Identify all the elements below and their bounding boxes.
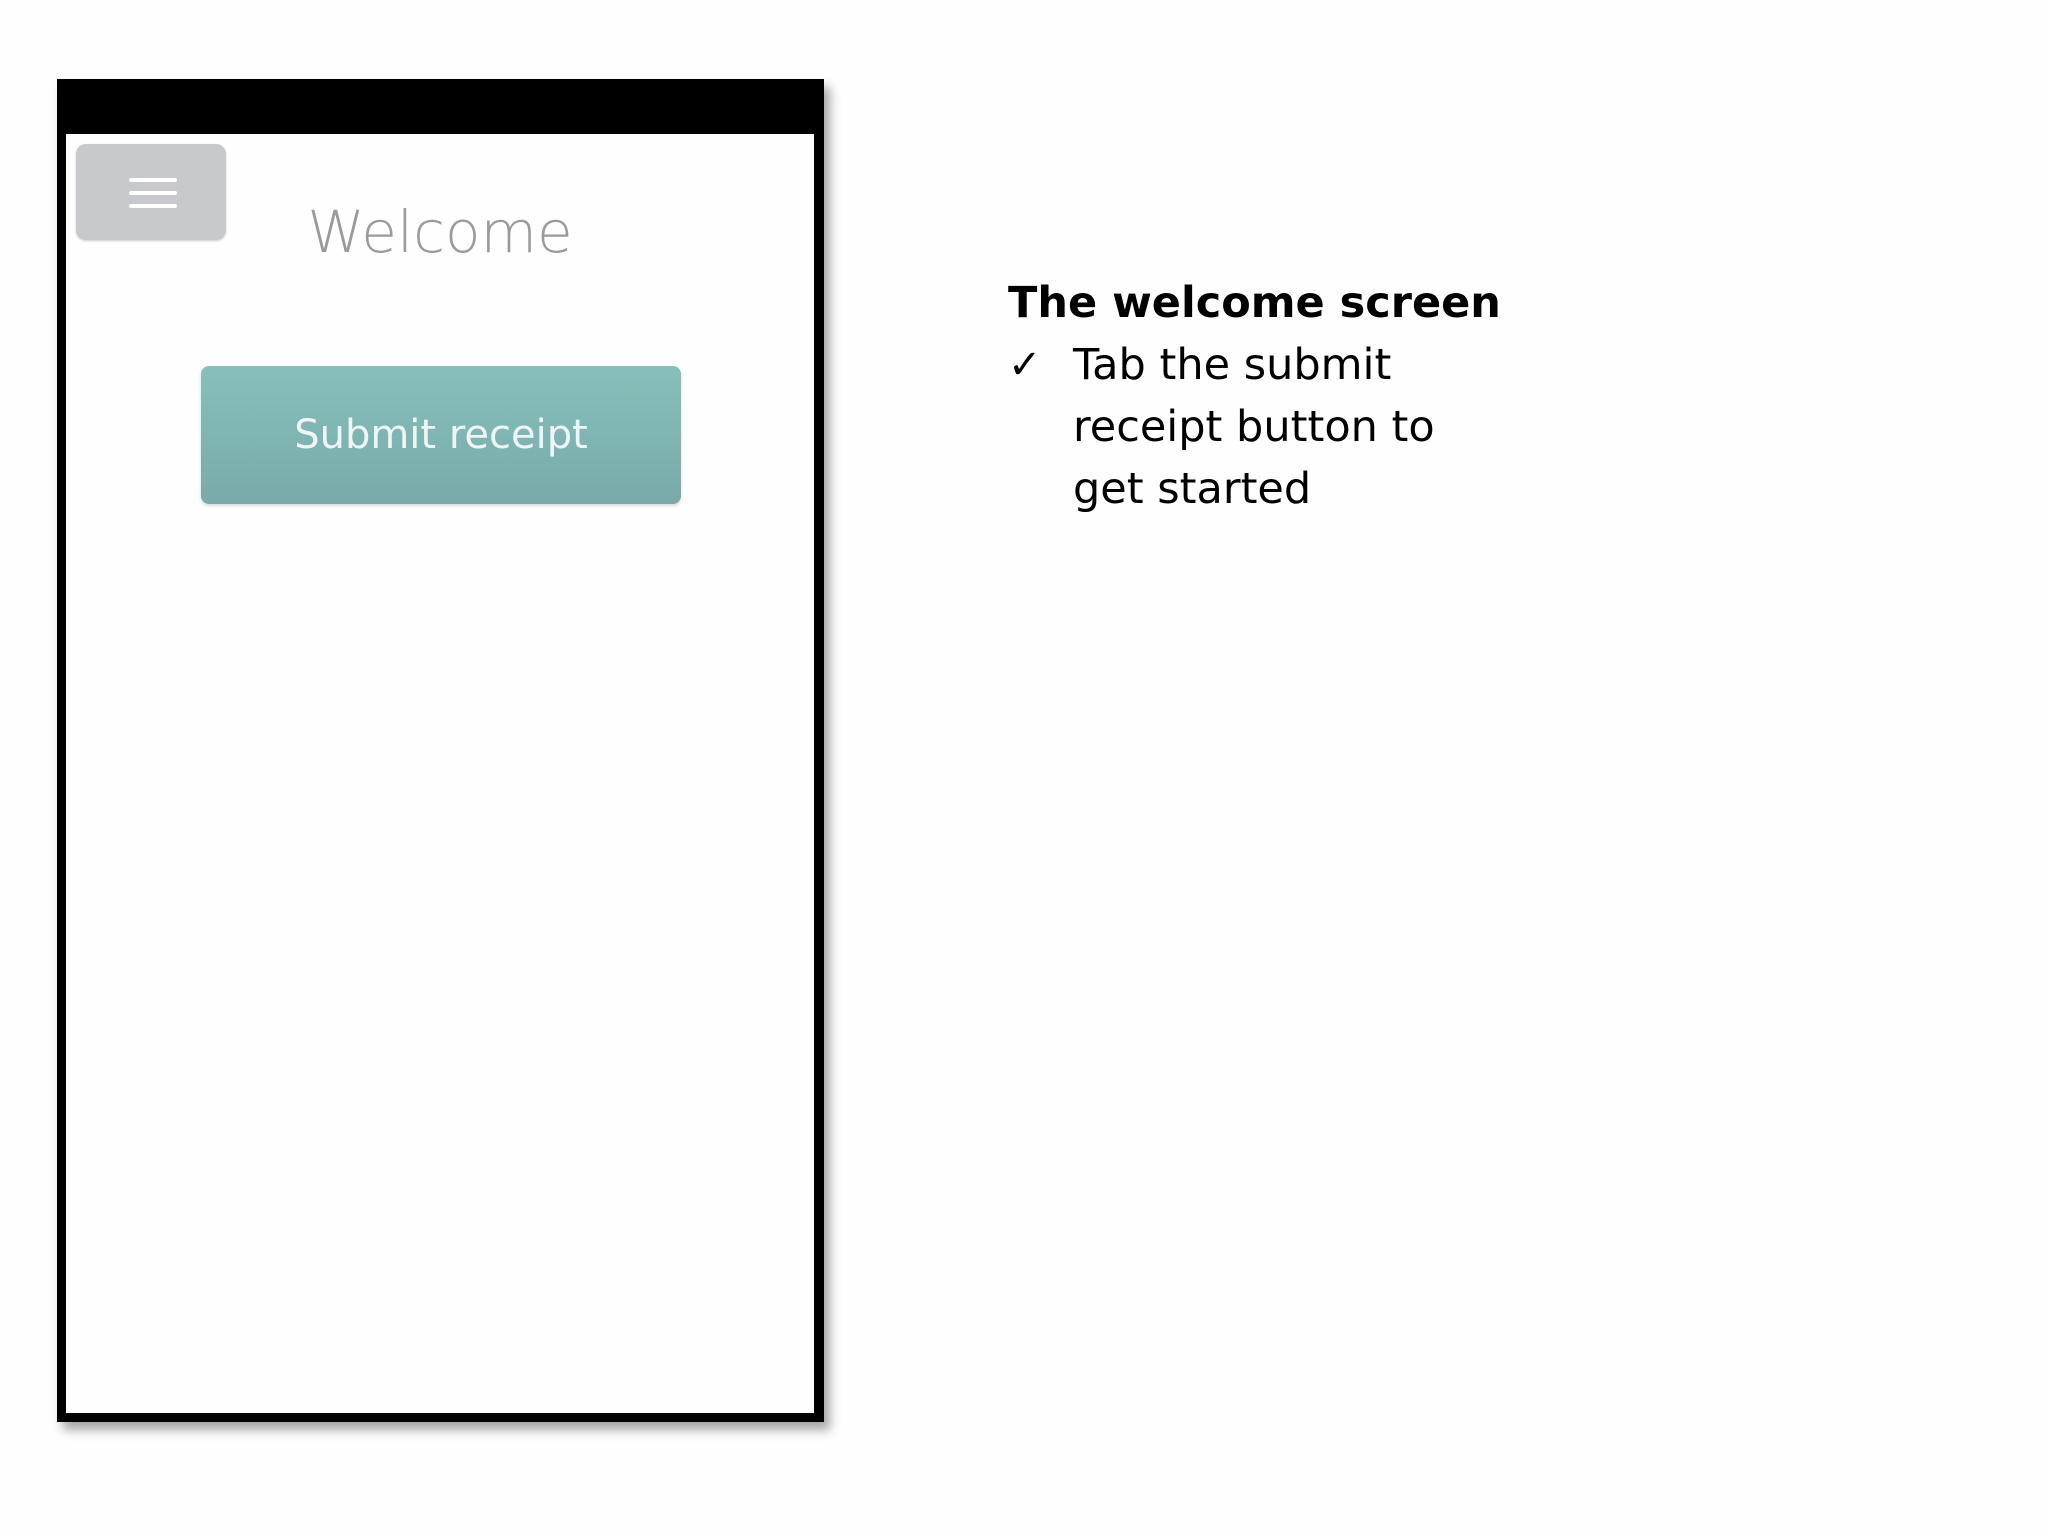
submit-receipt-button[interactable]: Submit receipt — [201, 366, 681, 504]
instruction-notes — [1008, 272, 1528, 520]
phone-screen — [66, 134, 814, 1413]
list-item — [1008, 334, 1528, 520]
phone-mockup — [57, 79, 824, 1422]
page-title: Welcome — [307, 198, 573, 266]
notes-heading: The welcome screen — [1008, 278, 1501, 328]
checkmark-icon: ✓ — [1008, 342, 1042, 388]
list-item-text: Tab the submit receipt button to get started — [1073, 340, 1435, 514]
